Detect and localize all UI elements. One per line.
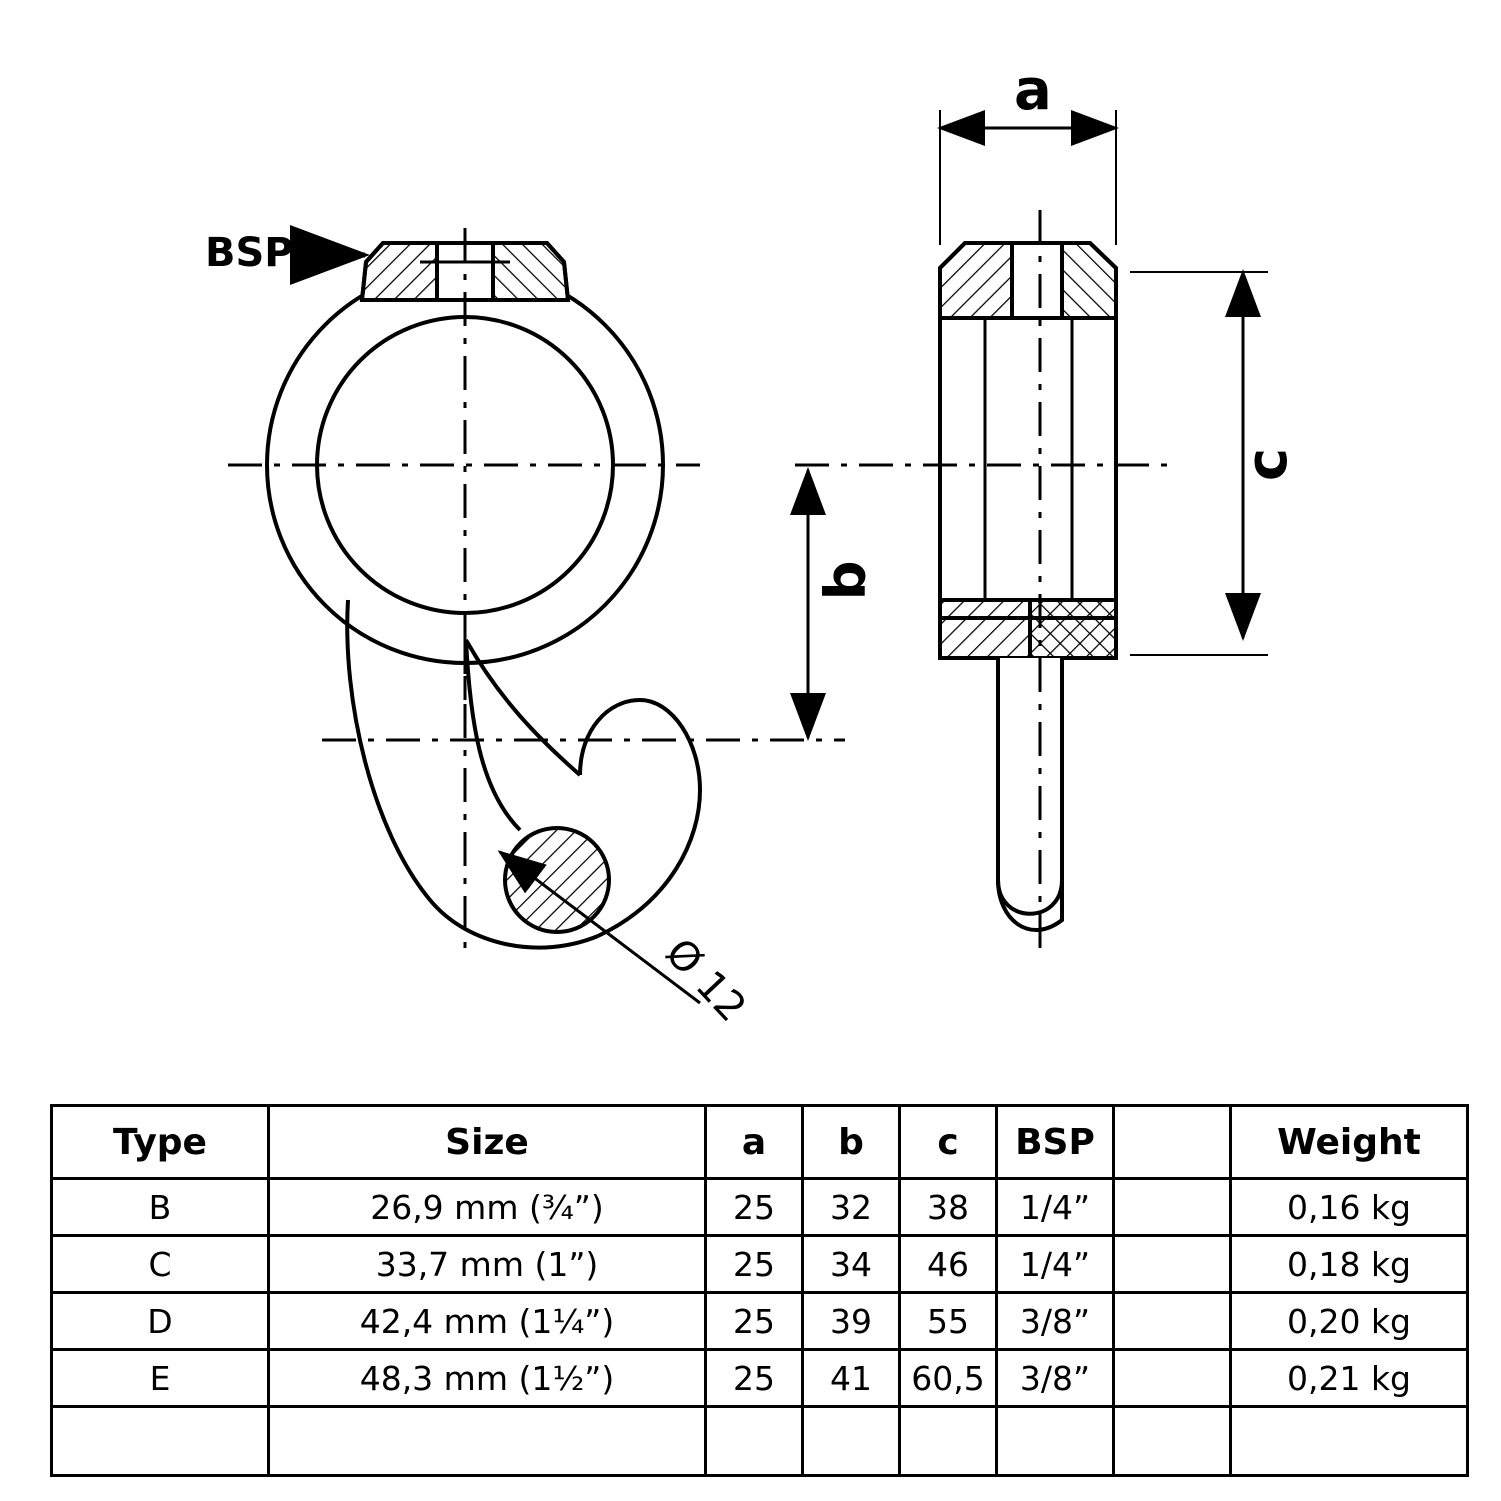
cell-empty xyxy=(269,1407,706,1476)
cell-size: 42,4 mm (1¼”) xyxy=(269,1293,706,1350)
column-header-c: c xyxy=(900,1106,997,1179)
column-header-bsp: BSP xyxy=(997,1106,1114,1179)
cell-empty xyxy=(1114,1407,1231,1476)
column-header-weight: Weight xyxy=(1231,1106,1468,1179)
table-row xyxy=(52,1350,1468,1407)
cell-bsp: 1/4” xyxy=(997,1236,1114,1293)
cell-c: 55 xyxy=(900,1293,997,1350)
cell-type: C xyxy=(52,1236,269,1293)
cell-bsp: 3/8” xyxy=(997,1350,1114,1407)
table-header-row xyxy=(52,1106,1468,1179)
diameter-label: Ø 12 xyxy=(656,930,755,1031)
cell-bsp: 1/4” xyxy=(997,1179,1114,1236)
cell-a: 25 xyxy=(706,1236,803,1293)
cell-c: 46 xyxy=(900,1236,997,1293)
table-row-blank xyxy=(52,1407,1468,1476)
bsp-label: BSP xyxy=(205,230,294,276)
cell-a: 25 xyxy=(706,1293,803,1350)
cell-b: 39 xyxy=(803,1293,900,1350)
cell-type: E xyxy=(52,1350,269,1407)
cell-size: 26,9 mm (¾”) xyxy=(269,1179,706,1236)
dimension-c-label: c xyxy=(1235,447,1301,482)
cell-empty xyxy=(1114,1350,1231,1407)
column-header-b: b xyxy=(803,1106,900,1179)
cell-a: 25 xyxy=(706,1179,803,1236)
dimension-a-label: a xyxy=(1014,58,1052,123)
cell-weight: 0,21 kg xyxy=(1231,1350,1468,1407)
cell-empty xyxy=(1114,1179,1231,1236)
cell-empty xyxy=(52,1407,269,1476)
cell-size: 48,3 mm (1½”) xyxy=(269,1350,706,1407)
front-view xyxy=(228,228,845,1003)
dimension-b-label: b xyxy=(813,560,879,601)
table-row xyxy=(52,1236,1468,1293)
cell-c: 38 xyxy=(900,1179,997,1236)
column-header-empty xyxy=(1114,1106,1231,1179)
cell-bsp: 3/8” xyxy=(997,1293,1114,1350)
cell-weight: 0,18 kg xyxy=(1231,1236,1468,1293)
cell-empty xyxy=(997,1407,1114,1476)
column-header-type: Type xyxy=(52,1106,269,1179)
cell-empty xyxy=(803,1407,900,1476)
cell-type: B xyxy=(52,1179,269,1236)
cell-size: 33,7 mm (1”) xyxy=(269,1236,706,1293)
cell-empty xyxy=(1114,1293,1231,1350)
cell-empty xyxy=(1114,1236,1231,1293)
cell-a: 25 xyxy=(706,1350,803,1407)
column-header-size: Size xyxy=(269,1106,706,1179)
side-view xyxy=(795,110,1268,960)
cell-b: 41 xyxy=(803,1350,900,1407)
cell-weight: 0,20 kg xyxy=(1231,1293,1468,1350)
cell-type: D xyxy=(52,1293,269,1350)
column-header-a: a xyxy=(706,1106,803,1179)
table-row xyxy=(52,1293,1468,1350)
cell-b: 34 xyxy=(803,1236,900,1293)
cell-empty xyxy=(1231,1407,1468,1476)
cell-empty xyxy=(900,1407,997,1476)
table-row xyxy=(52,1179,1468,1236)
cell-b: 32 xyxy=(803,1179,900,1236)
cell-c: 60,5 xyxy=(900,1350,997,1407)
cell-weight: 0,16 kg xyxy=(1231,1179,1468,1236)
specification-table xyxy=(50,1104,1469,1477)
cell-empty xyxy=(706,1407,803,1476)
